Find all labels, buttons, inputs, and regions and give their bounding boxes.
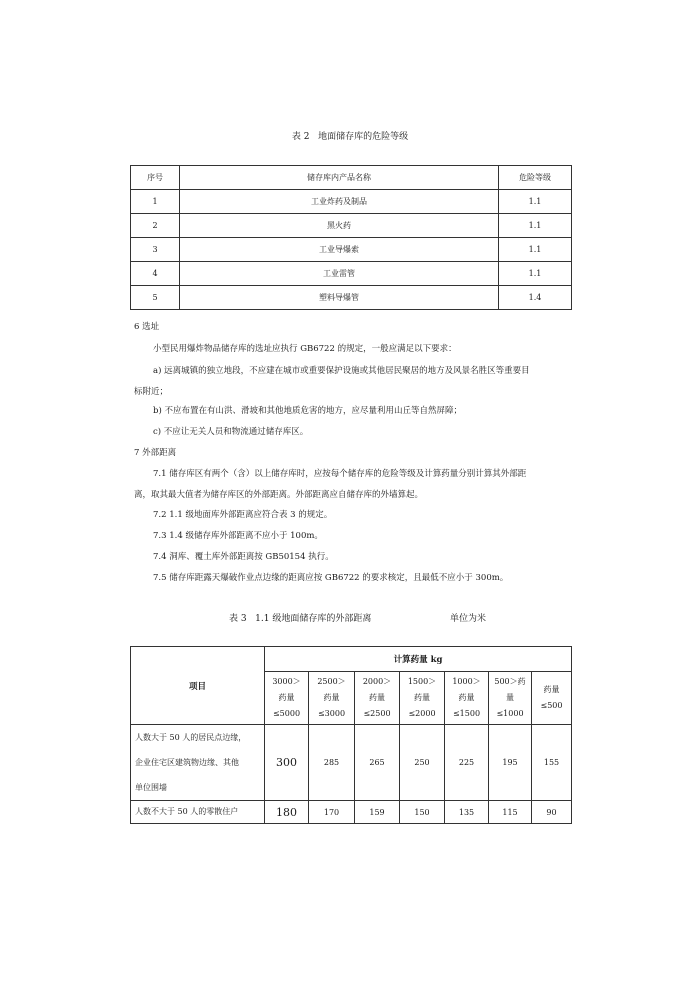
section-6-item-a-continued: 标附近； bbox=[134, 387, 169, 397]
table-cell: 225 bbox=[445, 725, 489, 801]
table-row bbox=[131, 262, 572, 286]
table-cell: 170 bbox=[309, 801, 355, 824]
table-cell: 1.4 bbox=[499, 286, 572, 310]
table-cell: 黑火药 bbox=[180, 214, 499, 238]
table-row bbox=[131, 725, 572, 801]
dose-range-header: 1000＞ 药量 ≤1500 bbox=[445, 672, 489, 725]
item-header: 项目 bbox=[131, 647, 265, 725]
header-cell: 储存库内产品名称 bbox=[180, 166, 499, 190]
dose-range-header: 1500＞ 药量 ≤2000 bbox=[400, 672, 445, 725]
hazard-grade-table bbox=[130, 165, 572, 310]
table-cell: 1.1 bbox=[499, 262, 572, 286]
table-cell: 115 bbox=[489, 801, 532, 824]
table-row bbox=[131, 238, 572, 262]
header-cell: 危险等级 bbox=[499, 166, 572, 190]
table-cell: 300 bbox=[265, 725, 309, 801]
row-label: 人数不大于 50 人的零散住户 bbox=[131, 801, 265, 824]
table-cell: 135 bbox=[445, 801, 489, 824]
section-7-1-continued: 离，取其最大值者为储存库区的外部距离。外部距离应自储存库的外墙算起。 bbox=[134, 490, 424, 500]
table-cell: 2 bbox=[131, 214, 180, 238]
table-cell: 工业导爆索 bbox=[180, 238, 499, 262]
table-row bbox=[131, 286, 572, 310]
dose-range-header: 500＞药 量 ≤1000 bbox=[489, 672, 532, 725]
section-7-2: 7.2 1.1 级地面库外部距离应符合表 3 的规定。 bbox=[153, 510, 333, 520]
table-cell: 工业炸药及制品 bbox=[180, 190, 499, 214]
table-cell: 285 bbox=[309, 725, 355, 801]
section-6-intro: 小型民用爆炸物品储存库的选址应执行 GB6722 的规定，一般应满足以下要求： bbox=[153, 344, 457, 354]
row-label: 人数大于 50 人的居民点边缘， 企业住宅区建筑物边缘、其他 单位围墙 bbox=[131, 725, 265, 801]
section-6-item-c: c) 不应让无关人员和物流通过储存库区。 bbox=[153, 427, 309, 437]
table3-unit: 单位为米 bbox=[450, 614, 487, 624]
table-cell: 159 bbox=[355, 801, 400, 824]
section-6-item-b: b) 不应布置在有山洪、滑坡和其他地质危害的地方，应尽量利用山丘等自然屏障； bbox=[153, 406, 462, 416]
table-row bbox=[131, 801, 572, 824]
dose-range-header: 药量 ≤500 bbox=[532, 672, 572, 725]
table-cell: 5 bbox=[131, 286, 180, 310]
section-7-1: 7.1 储存库区有两个（含）以上储存库时，应按每个储存库的危险等级及计算药量分别计算其外部距 bbox=[153, 469, 527, 479]
table-cell: 250 bbox=[400, 725, 445, 801]
table-cell: 180 bbox=[265, 801, 309, 824]
table-cell: 1.1 bbox=[499, 214, 572, 238]
dose-group-header: 计算药量 kg bbox=[265, 647, 572, 672]
section-7-4: 7.4 洞库、覆土库外部距离按 GB50154 执行。 bbox=[153, 552, 334, 562]
table-cell: 1.1 bbox=[499, 190, 572, 214]
table-cell: 1 bbox=[131, 190, 180, 214]
section-6-heading: 6 选址 bbox=[134, 322, 160, 332]
table-cell: 155 bbox=[532, 725, 572, 801]
table-cell: 3 bbox=[131, 238, 180, 262]
table2-caption: 表 2 地面储存库的危险等级 bbox=[291, 132, 409, 142]
table-cell: 工业雷管 bbox=[180, 262, 499, 286]
table-cell: 265 bbox=[355, 725, 400, 801]
section-7-3: 7.3 1.4 级储存库外部距离不应小于 100m。 bbox=[153, 531, 323, 541]
table-header-row bbox=[131, 166, 572, 190]
table-cell: 90 bbox=[532, 801, 572, 824]
table-row bbox=[131, 190, 572, 214]
external-distance-table bbox=[130, 646, 572, 824]
section-7-heading: 7 外部距离 bbox=[134, 448, 177, 458]
table3-caption: 表 3 1.1 级地面储存库的外部距离 bbox=[229, 614, 372, 624]
table-cell: 150 bbox=[400, 801, 445, 824]
table-cell: 塑料导爆管 bbox=[180, 286, 499, 310]
table-row bbox=[131, 214, 572, 238]
table-cell: 4 bbox=[131, 262, 180, 286]
table-cell: 195 bbox=[489, 725, 532, 801]
section-6-item-a: a) 远离城镇的独立地段，不应建在城市或重要保护设施或其他居民聚居的地方及风景名胜区等重要目 bbox=[153, 366, 530, 376]
dose-range-header: 2000＞ 药量 ≤2500 bbox=[355, 672, 400, 725]
dose-range-header: 2500＞ 药量 ≤3000 bbox=[309, 672, 355, 725]
header-cell: 序号 bbox=[131, 166, 180, 190]
table-cell: 1.1 bbox=[499, 238, 572, 262]
section-7-5: 7.5 储存库距露天爆破作业点边缘的距离应按 GB6722 的要求核定，且最低不应小于 300m。 bbox=[153, 573, 509, 583]
dose-range-header: 3000＞ 药量 ≤5000 bbox=[265, 672, 309, 725]
